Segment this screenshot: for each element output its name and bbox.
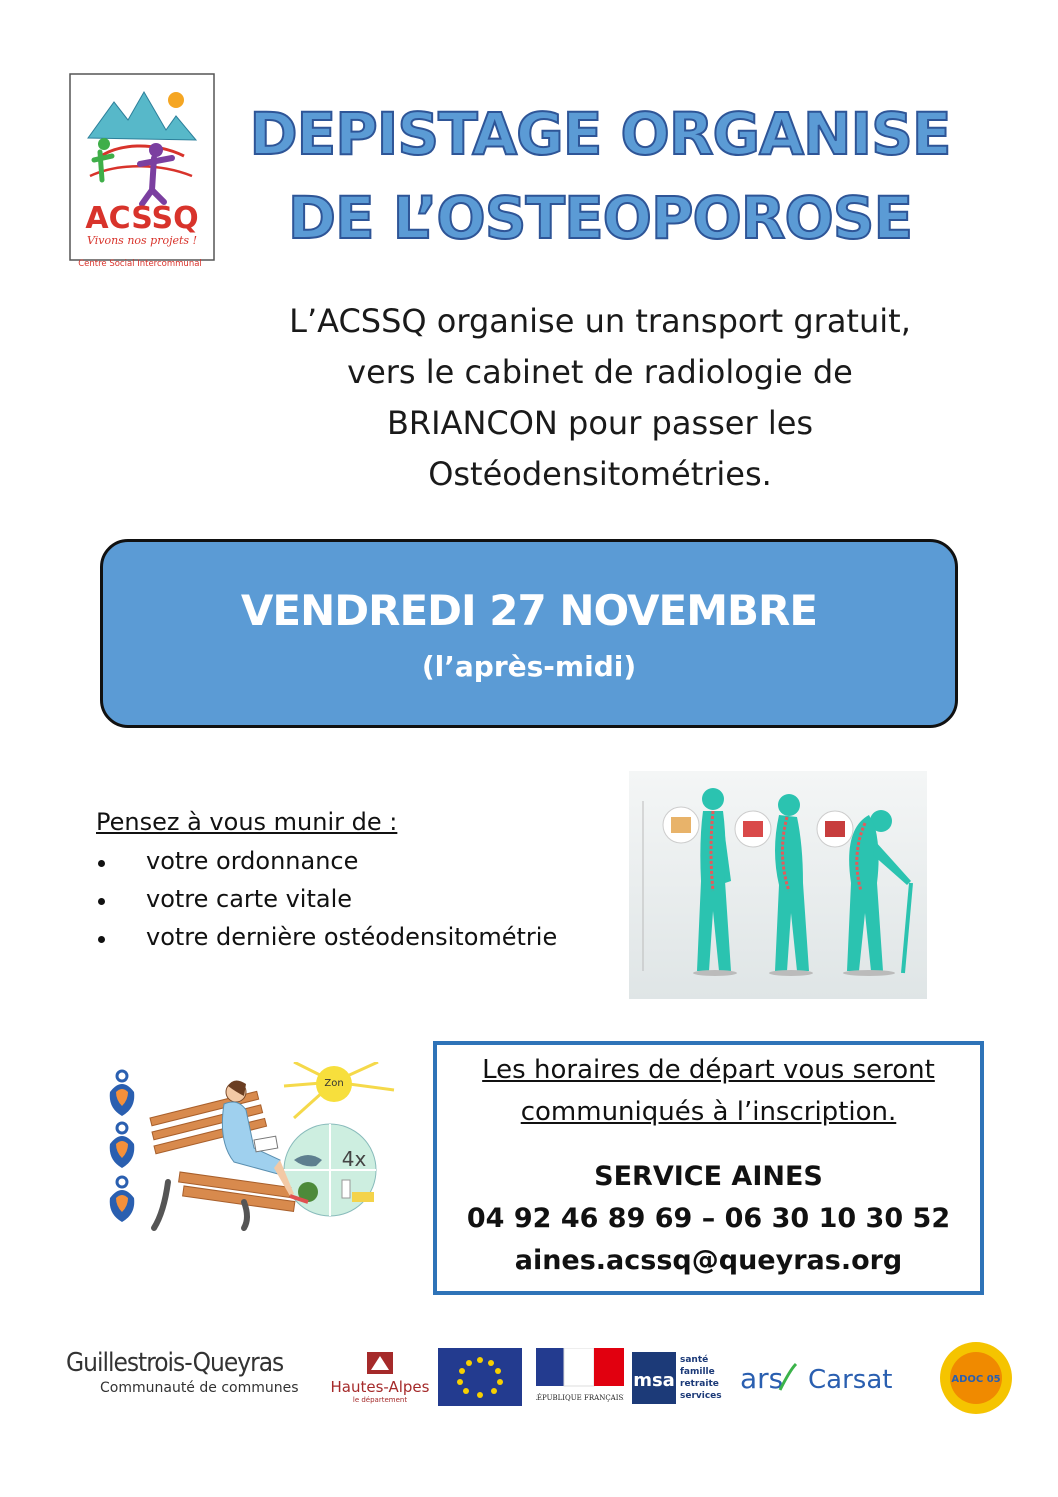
- msa-line: famille: [680, 1367, 715, 1377]
- email-address: aines.acssq@queyras.org: [514, 1245, 903, 1276]
- title-line-2: DE L’OSTEOPOROSE: [287, 184, 913, 252]
- event-time: (l’après-midi): [421, 650, 637, 683]
- adoc-text: ADOC 05: [951, 1374, 1001, 1385]
- hautes-alpes-sub: le département: [352, 1396, 408, 1404]
- page-title: [230, 92, 970, 260]
- msa-line: services: [680, 1391, 722, 1401]
- bullet-icon: [98, 898, 105, 905]
- guillestrois-queyras-logo: [66, 1348, 316, 1396]
- osteoporosis-illustration: [629, 771, 927, 999]
- guillestrois-sub: Communauté de communes: [100, 1380, 299, 1396]
- ars-text: ars: [740, 1362, 784, 1395]
- msa-logo: [632, 1352, 728, 1404]
- logo-name: ACSSQ: [85, 201, 199, 236]
- phone-numbers: 04 92 46 89 69 – 06 30 10 30 52: [466, 1203, 951, 1234]
- carsat-text: Carsat: [808, 1365, 893, 1395]
- logo-subtitle: Centre Social Intercommunal: [78, 259, 202, 268]
- guillestrois-name: Guillestrois-Queyras: [66, 1348, 284, 1378]
- bullet-icon: [98, 860, 105, 867]
- list-item: [96, 920, 557, 958]
- msa-line: santé: [680, 1355, 709, 1365]
- eu-flag-icon: [438, 1348, 522, 1406]
- bullet-icon: [98, 936, 105, 943]
- intro-text: [230, 296, 970, 500]
- hautes-alpes-name: Hautes-Alpes: [330, 1378, 430, 1396]
- hautes-alpes-logo: [330, 1350, 430, 1410]
- checklist-item-label: votre ordonnance: [146, 847, 359, 875]
- republique-text: RÉPUBLIQUE FRANÇAISE: [536, 1394, 624, 1402]
- contact-box: [433, 1041, 984, 1295]
- list-item: [96, 844, 557, 882]
- checklist-heading: Pensez à vous munir de :: [96, 808, 398, 836]
- checklist-item-label: votre dernière ostéodensitométrie: [146, 923, 558, 951]
- intro-line-1: L’ACSSQ organise un transport gratuit,: [289, 302, 911, 340]
- logo-tagline: Vivons nos projets !: [86, 234, 198, 247]
- intro-line-2: vers le cabinet de radiologie de: [347, 353, 853, 391]
- ars-logo: [740, 1360, 798, 1398]
- checklist-item-label: votre carte vitale: [146, 885, 353, 913]
- svg-text:msa: msa: [633, 1370, 675, 1391]
- partner-logos: [60, 1340, 1020, 1420]
- checklist: [96, 844, 557, 958]
- info-departure-line-1: Les horaires de départ vous seront: [482, 1055, 935, 1085]
- intro-line-4: Ostéodensitométries.: [428, 455, 772, 493]
- intro-line-3: BRIANCON pour passer les: [386, 404, 814, 442]
- vitamin-d-illustration: [94, 1062, 396, 1234]
- list-item: [96, 882, 557, 920]
- date-banner: [100, 539, 958, 728]
- republique-francaise-logo: [536, 1348, 624, 1406]
- adoc05-logo: [936, 1340, 1016, 1416]
- info-departure-line-2: communiqués à l’inscription.: [520, 1097, 897, 1127]
- sun-label: Zon: [324, 1078, 344, 1089]
- title-line-1: DEPISTAGE ORGANISE: [249, 100, 951, 168]
- service-name: SERVICE AINES: [594, 1161, 823, 1192]
- msa-line: retraite: [680, 1379, 719, 1389]
- multiplier-label: 4x: [341, 1147, 367, 1171]
- carsat-logo: [808, 1360, 918, 1400]
- event-date: VENDREDI 27 NOVEMBRE: [240, 586, 818, 635]
- acssq-logo: [66, 72, 218, 268]
- hautes-alpes-emblem-icon: [365, 1350, 395, 1376]
